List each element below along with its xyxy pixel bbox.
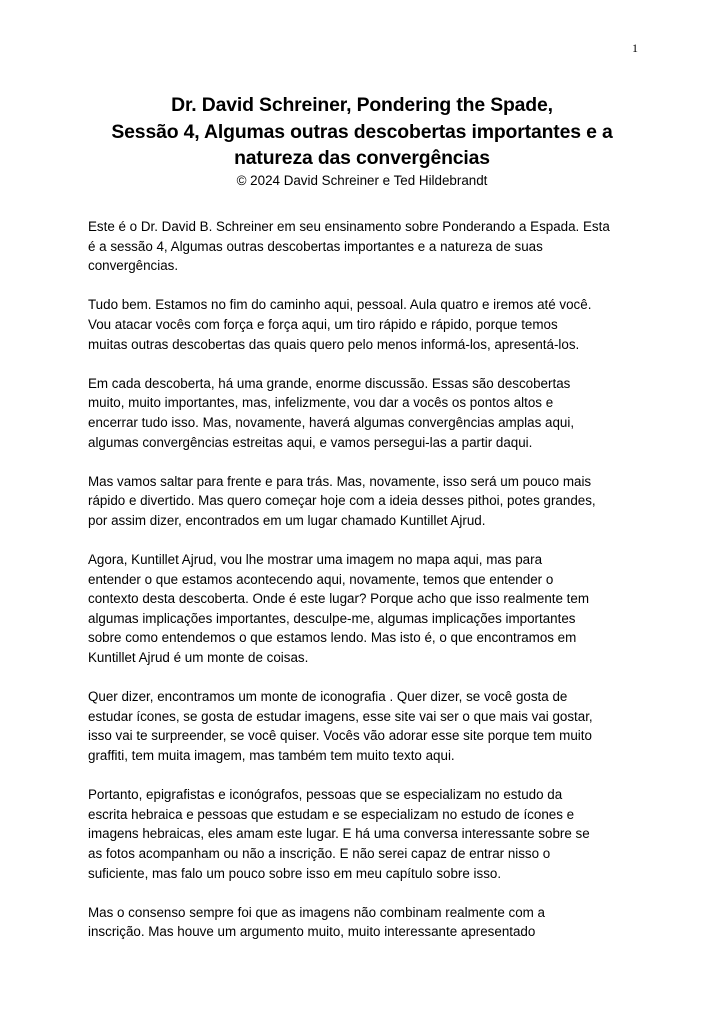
text-line: convergências. xyxy=(88,258,179,274)
text-line: isso vai te surpreender, se você quiser. Vocês vão adorar esse site porque tem muito xyxy=(88,728,592,744)
paragraph xyxy=(88,472,648,531)
paragraph xyxy=(88,295,648,354)
text-line: contexto desta descoberta. Onde é este lugar? Porque acho que isso realmente tem xyxy=(88,591,589,607)
text-line: Tudo bem. Estamos no fim do caminho aqui, pessoal. Aula quatro e iremos até você. xyxy=(88,297,592,313)
text-line: algumas convergências estreitas aqui, e vamos persegui-las a partir daqui. xyxy=(88,434,533,450)
text-line: Quer dizer, encontramos um monte de iconografia . Quer dizer, se você gosta de xyxy=(88,689,568,705)
text-line: Mas vamos saltar para frente e para trás. Mas, novamente, isso será um pouco mais xyxy=(88,473,592,489)
page-number: 1 xyxy=(632,41,638,55)
paragraph xyxy=(88,785,648,883)
paragraph xyxy=(88,374,648,452)
text-line: Vou atacar vocês com força e força aqui, um tiro rápido e rápido, porque temos xyxy=(88,316,558,332)
text-line: rápido e divertido. Mas quero começar hoje com a ideia desses pithoi, potes grandes, xyxy=(88,493,596,509)
text-line: encerrar tudo isso. Mas, novamente, haverá algumas convergências amplas aqui, xyxy=(88,414,575,430)
text-line: as fotos acompanham ou não a inscrição. E não serei capaz de entrar nisso o xyxy=(88,846,551,861)
text-line: Este é o Dr. David B. Schreiner em seu ensinamento sobre Ponderando a Espada. Esta xyxy=(88,219,610,234)
text-line: entender o que estamos acontecendo aqui, novamente, temos que entender o xyxy=(88,571,554,587)
text-line: Mas o consenso sempre foi que as imagens não combinam realmente com a xyxy=(88,904,546,920)
text-line: sobre como entendemos o que estamos lendo. Mas isto é, o que encontramos em xyxy=(88,630,577,646)
text-line: inscrição. Mas houve um argumento muito, muito interessante apresentado xyxy=(88,924,536,940)
text-line: por assim dizer, encontrados em um lugar chamado Kuntillet Ajrud. xyxy=(88,512,486,528)
text-line: Em cada descoberta, há uma grande, enorme discussão. Essas são descobertas xyxy=(88,375,571,391)
document-header xyxy=(88,92,636,190)
title-line: natureza das convergências xyxy=(234,147,490,169)
text-line: algumas implicações importantes, desculpe-me, algumas implicações importantes xyxy=(88,610,576,626)
paragraph xyxy=(88,550,648,668)
text-line: escrita hebraica e pessoas que estudam e se especializam no estudo de ícones e xyxy=(88,806,575,822)
text-line: estudar ícones, se gosta de estudar imagens, esse site vai ser o que mais vai gostar, xyxy=(88,708,593,724)
text-line: Portanto, epigrafistas e iconógrafos, pessoas que se especializam no estudo da xyxy=(88,787,563,803)
paragraph xyxy=(88,903,648,942)
title-line: Dr. David Schreiner, Pondering the Spade, xyxy=(171,94,553,116)
paragraph xyxy=(88,217,648,276)
text-line: Agora, Kuntillet Ajrud, vou lhe mostrar uma imagem no mapa aqui, mas para xyxy=(88,552,543,568)
text-line: é a sessão 4, Algumas outras descobertas importantes e a natureza de suas xyxy=(88,238,543,254)
copyright-notice: © 2024 David Schreiner e Ted Hildebrandt xyxy=(236,172,488,188)
text-line: graffiti, tem muita imagem, mas também tem muito texto aqui. xyxy=(88,748,455,764)
text-line: suficiente, mas falo um pouco sobre isso em meu capítulo sobre isso. xyxy=(88,865,502,881)
paragraph xyxy=(88,687,648,765)
text-line: imagens hebraicas, eles amam este lugar. E há uma conversa interessante sobre se xyxy=(88,826,590,842)
title-line: Sessão 4, Algumas outras descobertas importantes e a xyxy=(111,120,613,143)
document-body xyxy=(88,217,648,962)
text-line: Kuntillet Ajrud é um monte de coisas. xyxy=(88,650,309,666)
text-line: muito, muito importantes, mas, infelizmente, vou dar a vocês os pontos altos e xyxy=(88,395,554,411)
text-line: muitas outras descobertas das quais quero pelo menos informá-los, apresentá-los. xyxy=(88,336,580,352)
